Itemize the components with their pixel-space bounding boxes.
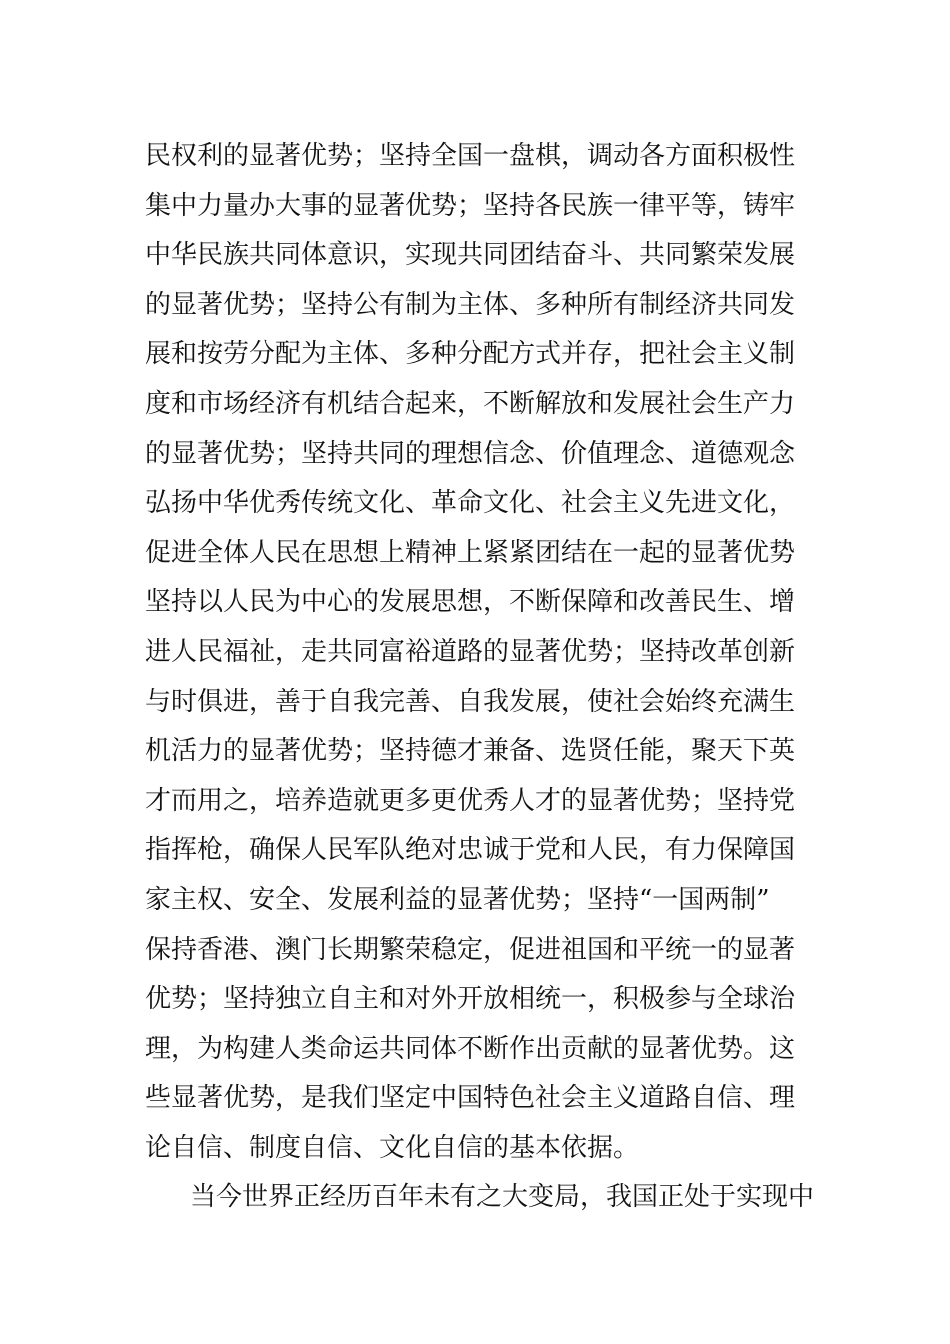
text-line: 弘扬中华优秀传统文化、革命文化、社会主义先进文化， [145,488,796,519]
text-line: 才而用之，培养造就更多更优秀人才的显著优势；坚持党 [145,785,796,816]
paragraph-start-line: 当今世界正经历百年未有之大变局，我国正处于实现中 [190,1182,815,1213]
text-line: 民权利的显著优势；坚持全国一盘棋，调动各方面积极性 [145,141,796,171]
text-line: 中华民族共同体意识，实现共同团结奋斗、共同繁荣发展 [145,240,796,271]
text-line: 展和按劳分配为主体、多种分配方式并存，把社会主义制 [145,339,796,370]
text-line: 家主权、安全、发展利益的显著优势；坚持“一国两制” [145,884,770,915]
text-line: 机活力的显著优势；坚持德才兼备、选贤任能，聚天下英 [145,736,796,767]
text-line: 理，为构建人类命运共同体不断作出贡献的显著优势。这 [145,1033,796,1064]
text-line: 些显著优势，是我们坚定中国特色社会主义道路自信、理 [145,1083,796,1114]
text-line: 度和市场经济有机结合起来，不断解放和发展社会生产力 [145,388,796,419]
text-line: 的显著优势；坚持公有制为主体、多种所有制经济共同发 [145,289,796,320]
text-line: 促进全体人民在思想上精神上紧紧团结在一起的显著优势 [145,537,796,568]
body-text [145,132,815,1223]
text-line: 论自信、制度自信、文化自信的基本依据。 [145,1132,640,1163]
text-line: 集中力量办大事的显著优势；坚持各民族一律平等，铸牢 [145,190,796,221]
text-line: 坚持以人民为中心的发展思想，不断保障和改善民生、增 [145,587,796,618]
text-line: 保持香港、澳门长期繁荣稳定，促进祖国和平统一的显著 [145,934,796,965]
text-line: 与时俱进，善于自我完善、自我发展，使社会始终充满生 [145,686,796,717]
text-line: 指挥枪，确保人民军队绝对忠诚于党和人民，有力保障国 [145,835,796,866]
text-line: 优势；坚持独立自主和对外开放相统一，积极参与全球治 [145,984,796,1015]
text-line: 的显著优势；坚持共同的理想信念、价值理念、道德观念 [145,438,796,469]
text-line: 进人民福祉，走共同富裕道路的显著优势；坚持改革创新 [145,636,796,667]
